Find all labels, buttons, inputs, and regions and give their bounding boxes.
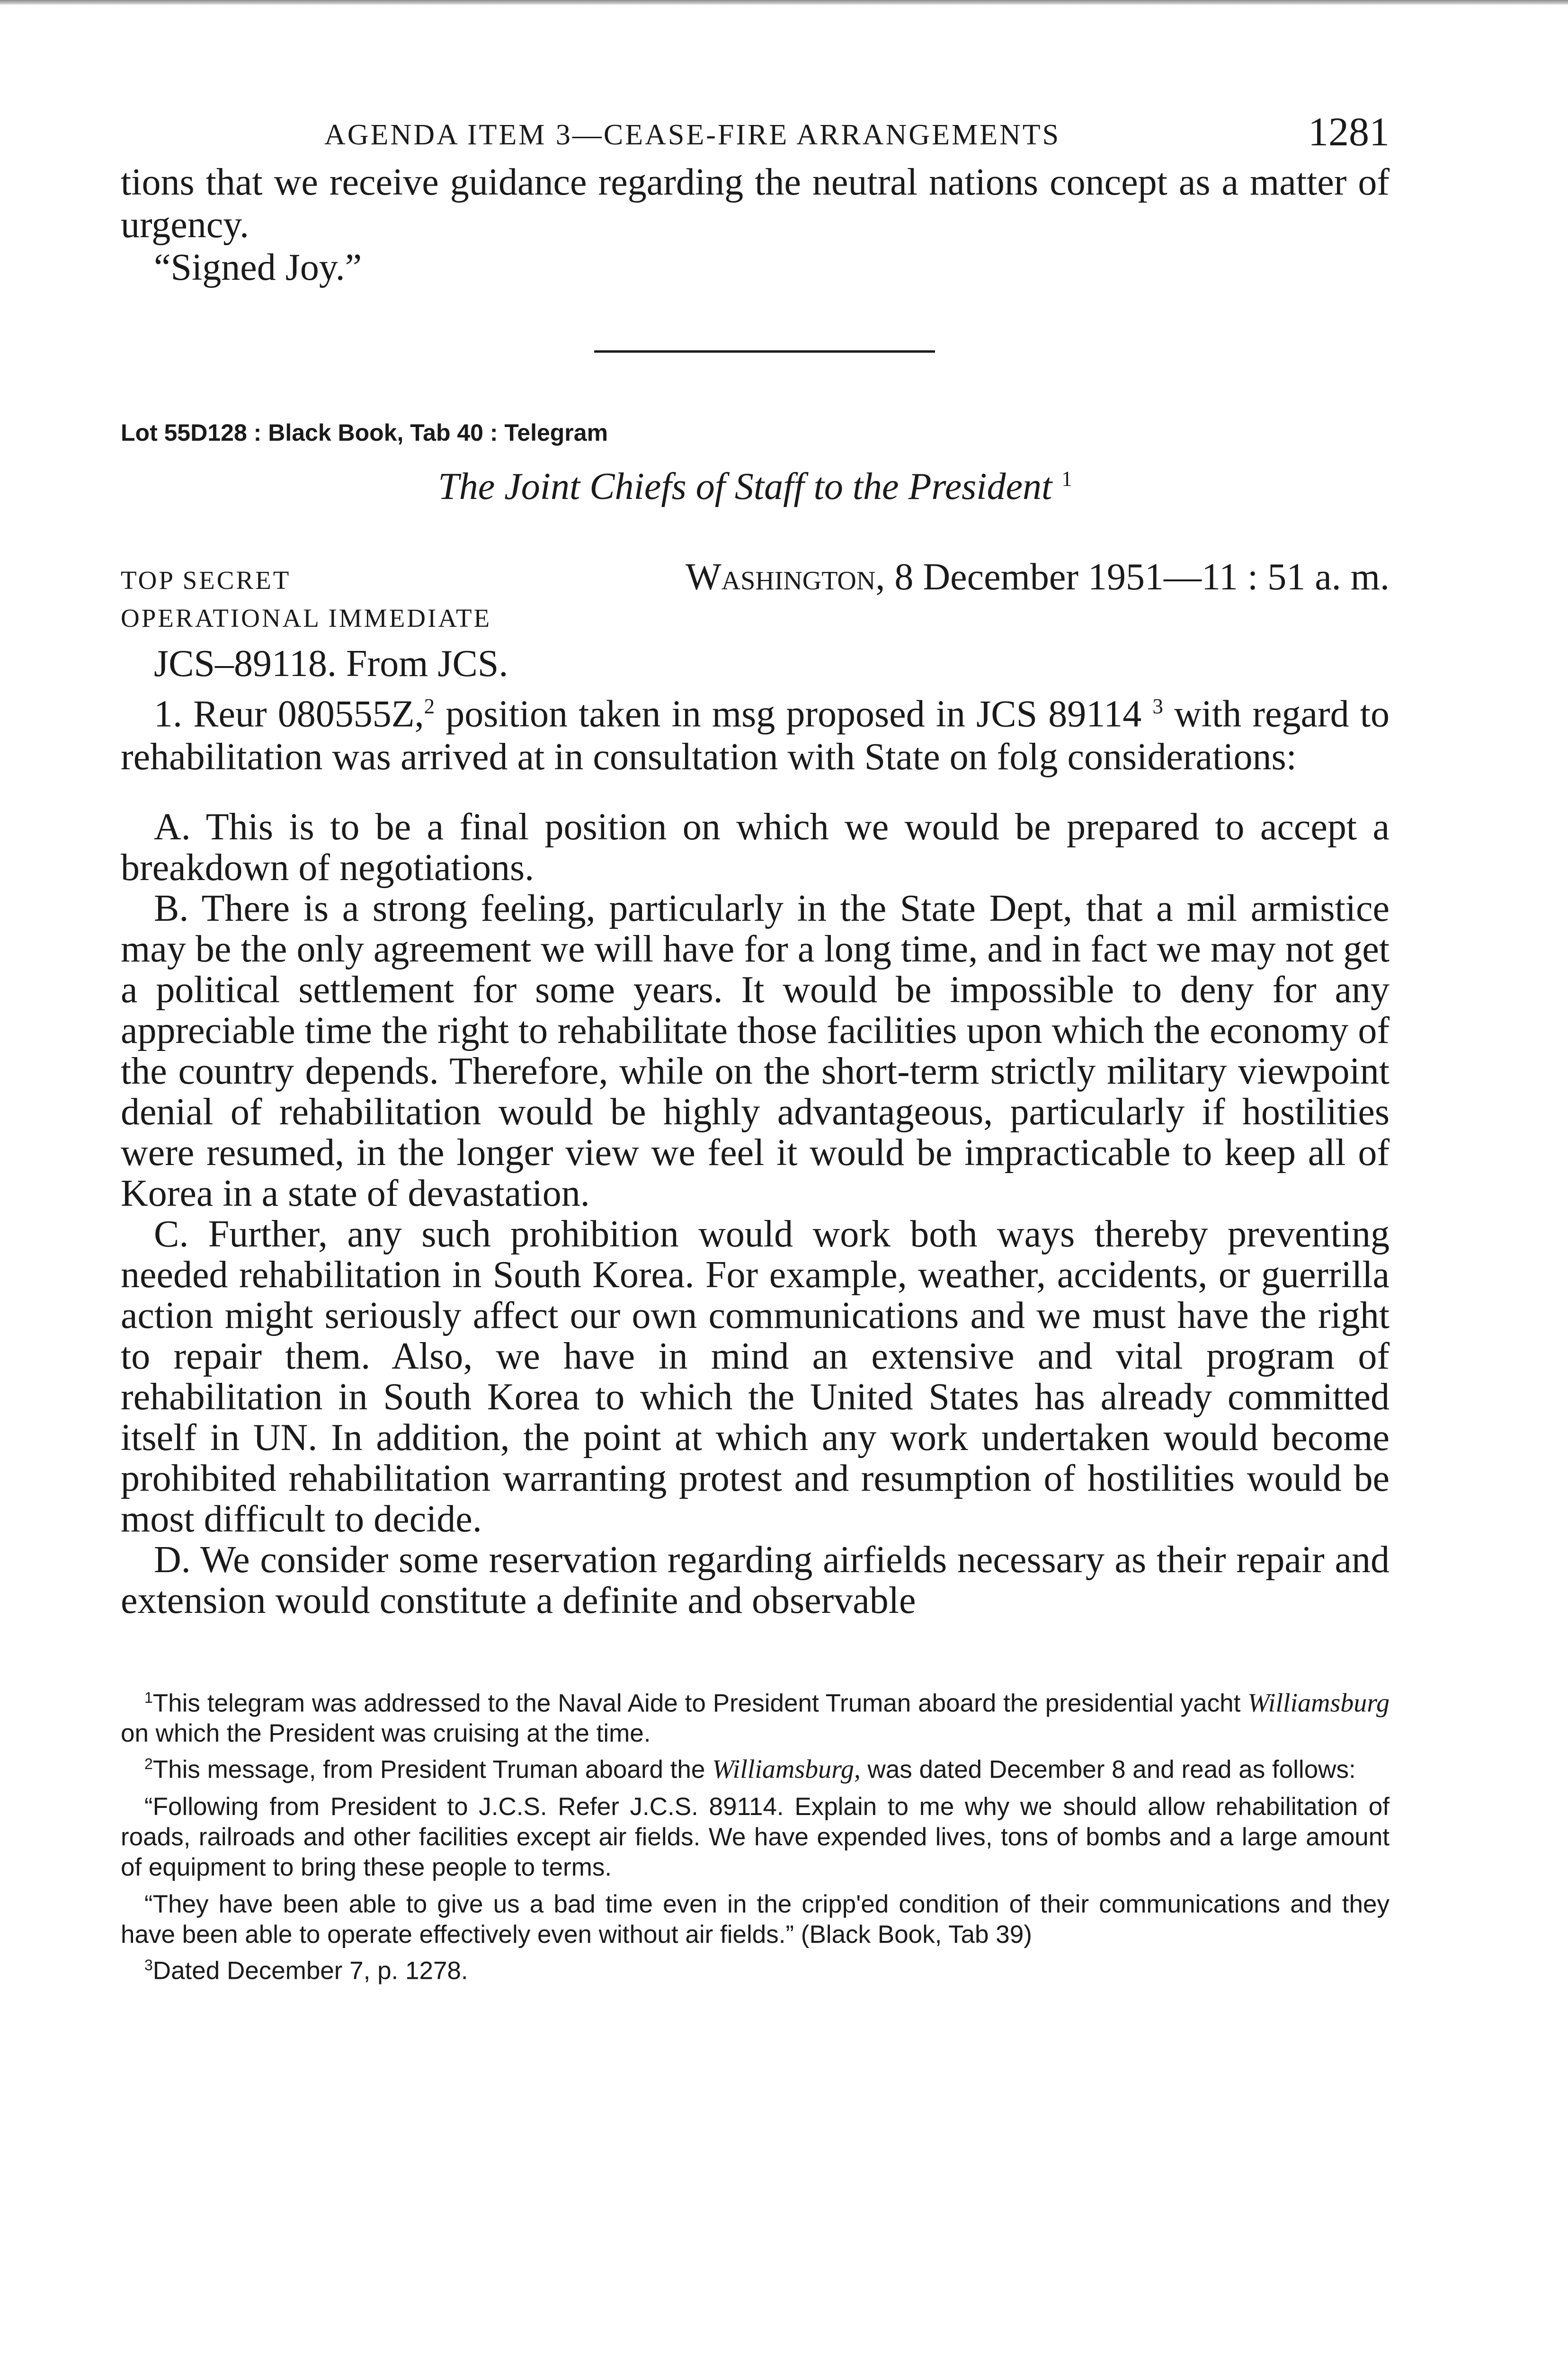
- running-head-title: AGENDA ITEM 3—CEASE-FIRE ARRANGEMENTS: [324, 119, 1061, 151]
- footnote-2-ship: Williamsburg,: [712, 1754, 861, 1784]
- page-number: 1281: [1308, 109, 1390, 154]
- document-title-text: The Joint Chiefs of Staff to the President: [438, 466, 1052, 507]
- footnote-ref-2: 2: [424, 694, 435, 718]
- title-footnote-ref: 1: [1061, 467, 1072, 491]
- document-page: [121, 104, 1390, 1986]
- footnotes: [121, 1682, 1390, 1986]
- footnote-2-text-b: was dated December 8 and read as follows:: [860, 1755, 1356, 1784]
- paragraph-1-text-a: 1. Reur 080555Z,: [154, 693, 424, 735]
- paragraph-b: B. There is a strong feeling, particularly in the State Dept, that a mil armistice may be the only agreement we will have for a long time, and in fact we may not get a political settlement for some years. It would be impossible to deny for any appreciable time the right to rehabilitate those facilities upon which the economy of the country depends. Therefore, while on the short-term strictly military viewpoint denial of rehabilitation would be highly advantageous, particularly if hostilities were resumed, in the longer view we feel it would be impracticable to keep all of Korea in a state of devastation.: [121, 887, 1390, 1214]
- section-divider: [594, 350, 935, 353]
- footnote-1-number: 1: [144, 1689, 153, 1706]
- paragraph-c: C. Further, any such prohibition would work both ways thereby preventing needed rehabilitation in South Korea. For example, weather, accidents, or guerrilla action might seriously affect our own communications and we must have the right to repair them. Also, we have in mind an extensive and vital program of rehabilitation in South Korea to which the United States has already committed itself in UN. In addition, the point at which any work undertaken would become prohibited rehabilitation warranting protest and resumption of hostilities would be most difficult to decide.: [121, 1213, 1390, 1540]
- paragraph-d: D. We consider some reservation regarding airfields necessary as their repair and extension would constitute a definite and observable: [121, 1539, 1390, 1621]
- footnote-1-text-a: This telegram was addressed to the Naval Aide to President Truman aboard the presidential yacht: [152, 1689, 1248, 1717]
- signature-line: “Signed Joy.”: [154, 247, 362, 288]
- footnote-2-quote-1: “Following from President to J.C.S. Refer J.C.S. 89114. Explain to me why we should allow rehabilitation of roads, railroads and other facilities except air fields. We have expended lives, tons of bombs and a large amount of equipment to bring these people to terms.: [121, 1792, 1390, 1881]
- footnote-2-text-a: This message, from President Truman aboard the: [152, 1755, 713, 1784]
- footnote-3-number: 3: [144, 1956, 153, 1974]
- running-head: [121, 104, 1390, 161]
- paragraph-1: [121, 685, 1390, 778]
- paragraph-1-text-c: with regard to rehabilitation was arrived at in consultation with State on folg considerations:: [121, 693, 1390, 778]
- footnote-ref-3: 3: [1152, 694, 1163, 718]
- continuation-text: tions that we receive guidance regarding the neutral nations concept as a matter of urgency.: [121, 161, 1390, 246]
- telegram-header: [121, 556, 1390, 598]
- paragraph-a: A. This is to be a final position on which we would be prepared to accept a breakdown of negotiations.: [121, 806, 1390, 889]
- scan-top-edge: [0, 0, 1568, 5]
- footnote-3-text: Dated December 7, p. 1278.: [152, 1957, 468, 1985]
- classification-marking: TOP SECRET: [121, 566, 291, 595]
- dateline-date: 8 December 1951—11 : 51 a. m.: [894, 556, 1390, 598]
- dateline: [686, 556, 1390, 599]
- telegram-reference: JCS–89118. From JCS.: [154, 643, 508, 685]
- document-title: [121, 465, 1390, 508]
- footnote-1-text-b: on which the President was cruising at the time.: [121, 1719, 651, 1748]
- footnote-1: [121, 1682, 1390, 1749]
- footnote-2: [121, 1749, 1390, 1785]
- footnote-2-quote-2: “They have been able to give us a bad time even in the cripp'ed condition of their communications and they have been able to operate effectively even without air fields.” (Black Book, Tab 39): [121, 1890, 1390, 1949]
- footnote-1-ship: Williamsburg: [1247, 1688, 1390, 1718]
- footnote-3: [121, 1950, 1390, 1986]
- source-citation: Lot 55D128 : Black Book, Tab 40 : Telegram: [121, 419, 608, 446]
- precedence-marking: OPERATIONAL IMMEDIATE: [121, 604, 492, 632]
- footnote-2-number: 2: [144, 1755, 153, 1773]
- dateline-place: Washington,: [686, 556, 885, 598]
- paragraph-1-text-b: position taken in msg proposed in JCS 89114: [435, 693, 1142, 735]
